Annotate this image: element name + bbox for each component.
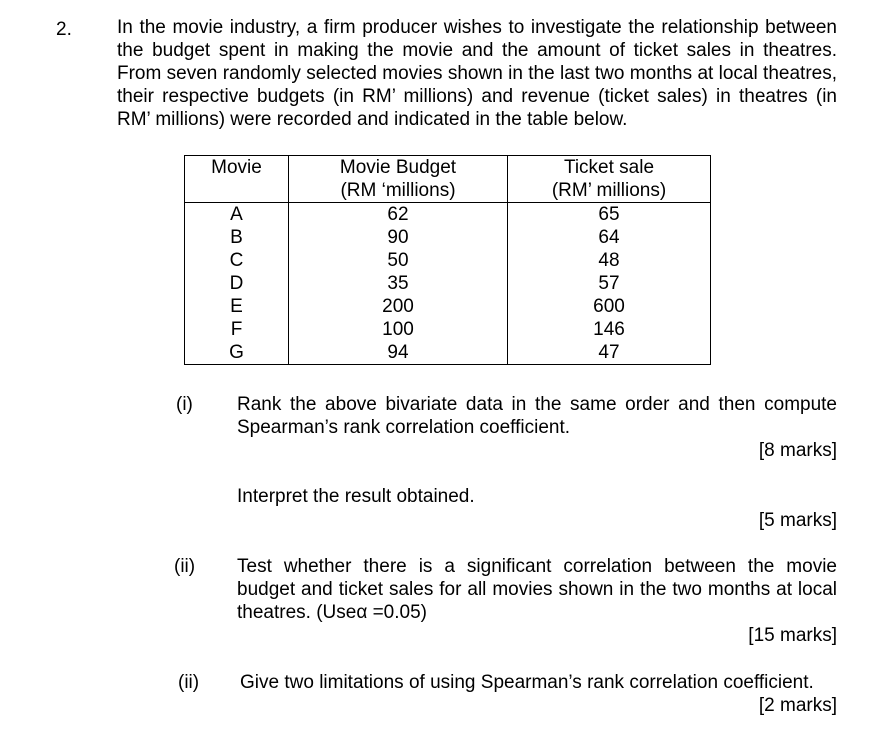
data-table [184,155,711,365]
part-ii-text: Test whether there is a significant correlation between the movie budget and ticket sales for all movies shown in the two months at local theatres. (Useα =0.05) [237,556,837,623]
table-row [185,295,711,318]
interpret-marks: [5 marks] [758,510,837,531]
table-row [185,226,711,249]
part-ii-b-text: Give two limitations of using Spearman’s rank correlation coefficient. [240,672,814,693]
cell-ticket: 47 [508,341,711,365]
cell-budget: 90 [289,226,508,249]
part-ii-b-marks: [2 marks] [758,695,837,716]
cell-movie: E [185,295,289,318]
header-movie: Movie [185,156,289,203]
table-row [185,341,711,365]
header-ticket: Ticket sale (RM’ millions) [508,156,711,203]
cell-budget: 100 [289,318,508,341]
part-i-label: (i) [176,394,193,415]
cell-budget: 200 [289,295,508,318]
cell-ticket: 48 [508,249,711,272]
part-i-marks: [8 marks] [758,440,837,461]
cell-movie: G [185,341,289,365]
cell-budget: 62 [289,203,508,227]
cell-movie: B [185,226,289,249]
cell-movie: F [185,318,289,341]
cell-ticket: 65 [508,203,711,227]
interpret-text: Interpret the result obtained. [237,486,475,507]
table-row [185,249,711,272]
cell-budget: 50 [289,249,508,272]
cell-ticket: 146 [508,318,711,341]
question-number: 2. [56,19,72,40]
part-i-text: Rank the above bivariate data in the same order and then compute Spearman’s rank correlation coefficient. [237,394,837,438]
part-ii-label: (ii) [174,556,196,577]
table-row [185,318,711,341]
header-budget: Movie Budget (RM ‘millions) [289,156,508,203]
cell-budget: 35 [289,272,508,295]
part-ii-b-label: (ii) [178,672,200,693]
cell-movie: C [185,249,289,272]
cell-movie: D [185,272,289,295]
cell-ticket: 600 [508,295,711,318]
cell-movie: A [185,203,289,227]
part-ii-marks: [15 marks] [748,625,837,646]
cell-budget: 94 [289,341,508,365]
table-row [185,272,711,295]
question-intro: In the movie industry, a firm producer wishes to investigate the relationship between the budget spent in making the movie and the amount of ticket sales in theatres. From seven randomly selected movies shown in the last two months at local theatres, their respective budgets (in RM’ millions) and revenue (ticket sales) in theatres (in RM’ millions) were recorded and indicated in the table below. [117,17,837,130]
cell-ticket: 64 [508,226,711,249]
cell-ticket: 57 [508,272,711,295]
table-header-row [185,156,711,203]
table-row [185,203,711,227]
